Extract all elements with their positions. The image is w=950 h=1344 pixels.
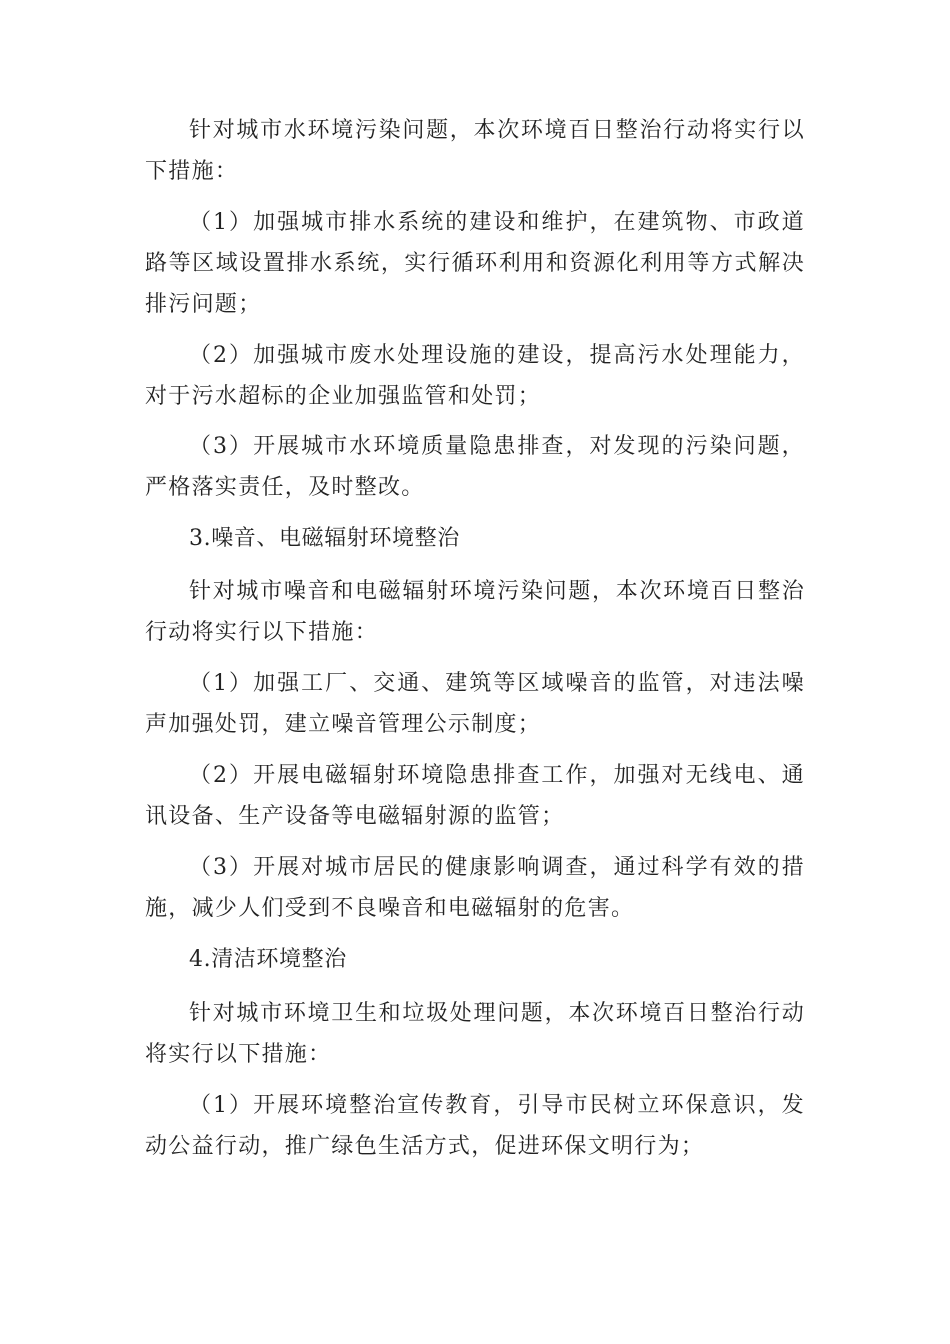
paragraph-cleaning-measure-1: （1）开展环境整治宣传教育，引导市民树立环保意识，发动公益行动，推广绿色生活方式，促进环保文明行为；	[145, 1093, 805, 1159]
section-heading-cleaning: 4.清洁环境整治	[189, 947, 347, 972]
paragraph-water-measure-2: （2）加强城市废水处理设施的建设，提高污水处理能力，对于污水超标的企业加强监管和处罚；	[145, 343, 805, 409]
paragraph-noise-measure-2: （2）开展电磁辐射环境隐患排查工作，加强对无线电、通讯设备、生产设备等电磁辐射源的监管；	[145, 763, 805, 829]
paragraph-noise-measure-3: （3）开展对城市居民的健康影响调查，通过科学有效的措施，减少人们受到不良噪音和电磁辐射的危害。	[145, 855, 805, 921]
paragraph-noise-intro: 针对城市噪音和电磁辐射环境污染问题，本次环境百日整治行动将实行以下措施：	[145, 579, 805, 645]
paragraph-cleaning-intro: 针对城市环境卫生和垃圾处理问题，本次环境百日整治行动将实行以下措施：	[145, 1001, 805, 1067]
paragraph-water-intro: 针对城市水环境污染问题，本次环境百日整治行动将实行以下措施：	[145, 118, 805, 184]
paragraph-water-measure-1: （1）加强城市排水系统的建设和维护，在建筑物、市政道路等区域设置排水系统，实行循环利用和资源化利用等方式解决排污问题；	[145, 210, 805, 317]
paragraph-noise-measure-1: （1）加强工厂、交通、建筑等区域噪音的监管，对违法噪声加强处罚，建立噪音管理公示制度；	[145, 671, 805, 737]
paragraph-water-measure-3: （3）开展城市水环境质量隐患排查，对发现的污染问题，严格落实责任，及时整改。	[145, 434, 805, 500]
section-heading-noise: 3.噪音、电磁辐射环境整治	[189, 526, 460, 551]
